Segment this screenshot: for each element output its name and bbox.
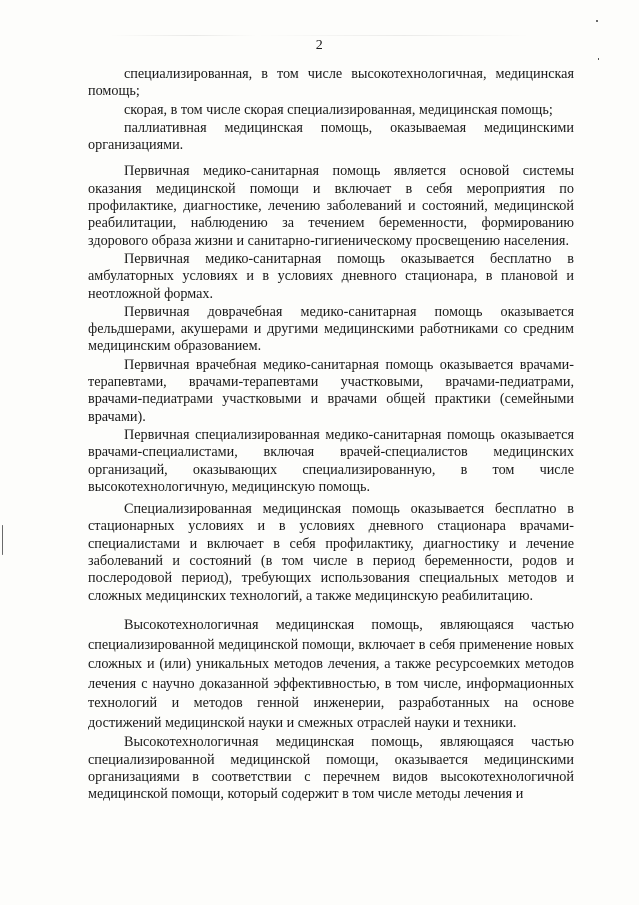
- paragraph-primary-care-basis: Первичная медико-санитарная помощь является основой системы оказания медицинской помощи и включает в себя мероприятия по профилактике, диагностике, лечению заболеваний и состояний, медицинской реабилитации, наблюдению за течением беременности, формированию здорового образа жизни и санитарно-гигиеническому просвещению населения.: [88, 163, 574, 249]
- document-body: [88, 66, 574, 804]
- paragraph-emergency-care: скорая, в том числе скорая специализированная, медицинская помощь;: [124, 101, 553, 118]
- page-number: 2: [315, 38, 324, 53]
- paragraph-high-tech-provision: Высокотехнологичная медицинская помощь, являющаяся частью специализированной медицинской помощи, оказывается медицинскими организациями в соответствии с перечнем видов высокотехнологичной медицинской помощи, который содержит в том числе методы лечения и: [88, 734, 574, 803]
- scan-speck: [596, 20, 598, 22]
- paragraph-specialized-inpatient-care: Специализированная медицинская помощь оказывается бесплатно в стационарных условиях и в условиях дневного стационара врачами-специалистами и включает в себя профилактику, диагностику и лечение заболеваний и состояний (в том числе в период беременности, родов и послеродовой период), требующих использования специальных методов и сложных медицинских технологий, а также медицинскую реабилитацию.: [88, 501, 574, 604]
- paragraph-prehospital-care: Первичная доврачебная медико-санитарная помощь оказывается фельдшерами, акушерами и другими медицинскими работниками со средним медицинским образованием.: [88, 303, 574, 355]
- paragraph-specialist-primary-care: Первичная специализированная медико-санитарная помощь оказывается врачами-специалистами, включая врачей-специалистов медицинских организаций, оказывающих специализированную, в том числе высокотехнологичную, медицинскую помощь.: [88, 426, 574, 495]
- scan-speck: [598, 58, 599, 60]
- paragraph-palliative-care: паллиативная медицинская помощь, оказываемая медицинскими организациями.: [88, 119, 574, 154]
- paragraph-high-tech-definition: Высокотехнологичная медицинская помощь, являющаяся частью специализированной медицинской помощи, включает в себя применение новых сложных и (или) уникальных методов лечения, а также ресурсоемких методов лечения с научно доказанной эффективностью, в том числе, информационных технологий и методов генной инженерии, разработанных на основе достижений медицинской науки и смежных отраслей науки и техники.: [88, 616, 574, 731]
- paragraph-primary-care-free: Первичная медико-санитарная помощь оказывается бесплатно в амбулаторных условиях и в условиях дневного стационара, в плановой и неотложной формах.: [88, 250, 574, 302]
- scan-edge-mark: [2, 525, 3, 555]
- paragraph-physician-care: Первичная врачебная медико-санитарная помощь оказывается врачами-терапевтами, врачами-терапевтами участковыми, врачами-педиатрами, врачами-педиатрами участковыми и врачами общей практики (семейными врачами).: [88, 356, 574, 425]
- paragraph-specialized-care: специализированная, в том числе высокотехнологичная, медицинская помощь;: [88, 66, 574, 100]
- scan-artifact-line: [110, 35, 530, 36]
